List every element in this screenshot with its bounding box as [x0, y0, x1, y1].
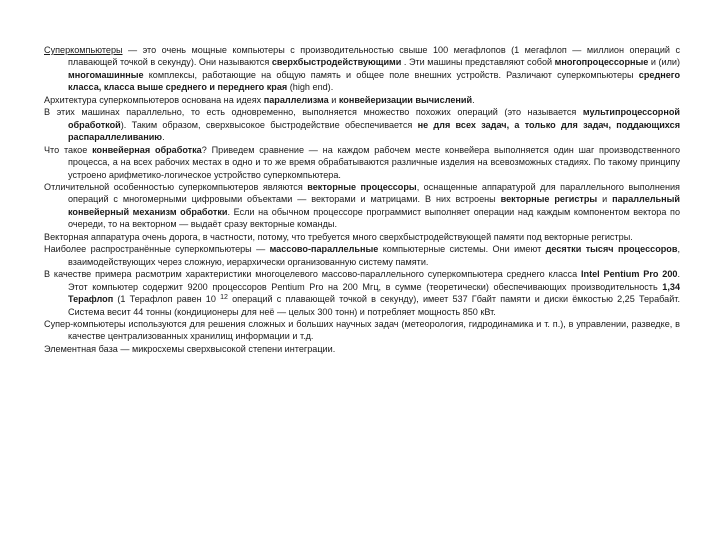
- text-run: , взаимодействующих через сложную, иерархически организованную систему памяти.: [68, 244, 680, 267]
- bold-term: среднего класса, класса выше среднего и переднего края: [68, 69, 680, 93]
- paragraph-mpp: [44, 243, 680, 268]
- text-run: (1 Терафлоп равен 10: [113, 294, 221, 305]
- paragraph-vector: [44, 181, 680, 231]
- text-run: Наиболее распространённые суперкомпьютеры —: [44, 244, 270, 255]
- bold-term: сверхбыстродействующими: [271, 57, 402, 68]
- bold-term: не для всех задач, а только для задач, поддающихся распараллеливанию: [68, 119, 680, 143]
- paragraph-intro: [44, 44, 680, 94]
- paragraph-usage: [44, 318, 680, 343]
- paragraph-architecture: [44, 94, 680, 106]
- bold-term: векторные регистры: [500, 194, 598, 205]
- text-run: комплексы, работающие на общую память и общее поле внешних устройств. Различают суперкомпьютеры: [143, 69, 639, 80]
- bold-term: мультипроцессорной обработкой: [68, 107, 680, 130]
- text-run: .: [162, 132, 165, 143]
- text-run: ? Приведем сравнение — на каждом рабочем месте конвейера выполняется один шаг производственного процесса, а на всех рабочих местах в одно и то же время обрабатываются различные изделия на всевозможных стадиях. По такому принципу устроено арифметико-логическое устройство суперкомпьютера.: [68, 144, 681, 180]
- text-run: ). Таким образом, сверхвысокое быстродействие обеспечивается: [120, 119, 418, 130]
- text-run: Отличительной особенностью суперкомпьютеров являются: [44, 181, 308, 192]
- text-run: .: [472, 94, 475, 105]
- text-run: и: [597, 194, 613, 205]
- text-run: Архитектура суперкомпьютеров основана на идеях: [44, 94, 264, 105]
- text-run: и (или): [648, 57, 680, 68]
- paragraph-cost: [44, 231, 680, 243]
- bold-term: конвейеризации вычислений: [338, 94, 473, 105]
- text-run: . Если на обычном процессоре программист выполняет операции над каждым компонентом вектора по очереди, то на векторном — выдаёт сразу векторные команды.: [68, 206, 680, 230]
- paragraph-example: [44, 268, 680, 318]
- paragraph-elements: [44, 343, 680, 355]
- underlined-term: Суперкомпьютеры: [44, 45, 123, 55]
- text-run: В качестве примера расмотрим характеристики многоцелевого массово-параллельного суперкомпьютера среднего класса: [44, 269, 582, 280]
- text-run: Элементная база — микросхемы сверхвысокой степени интеграции.: [44, 343, 336, 354]
- bold-term: векторные процессоры: [307, 181, 417, 192]
- text-run: , оснащенные аппаратурой для параллельного выполнения операций с многомерными цифровыми объектами — векторами и матрицами. В них встроены: [68, 181, 680, 205]
- paragraph-pipeline: [44, 144, 680, 181]
- text-run: компьютерные системы. Они имеют: [378, 244, 546, 255]
- paragraph-parallelism: [44, 106, 680, 143]
- bold-term: массово-параллельные: [269, 244, 379, 255]
- bold-term: многопроцессорные: [554, 57, 649, 68]
- text-run: (high end).: [287, 82, 334, 93]
- superscript: 12: [220, 294, 228, 302]
- bold-term: конвейерная обработка: [92, 144, 202, 155]
- document-body: [44, 44, 680, 355]
- bold-term: параллелизма: [263, 94, 329, 105]
- bold-term: многомашинные: [68, 69, 144, 80]
- bold-term: десятки тысяч процессоров: [545, 244, 678, 255]
- text-run: и: [328, 94, 339, 105]
- text-run: Векторная аппаратура очень дорога, в частности, потому, что требуется много сверхбыстродействующей памяти под векторные регистры.: [44, 231, 633, 242]
- bold-term: параллельный конвейерный механизм обработки: [68, 194, 680, 217]
- text-run: Что такое: [44, 144, 93, 155]
- text-run: операций с плавающей точкой в секунду), имеет 537 Гбайт памяти и диски ёмкостью 2,25 Терабайт. Система весит 44 тонны (кондиционеры для неё — целых 300 тонн) и потребляет мощность 850 кВт.: [68, 294, 680, 317]
- text-run: В этих машинах параллельно, то есть одновременно, выполняется множество похожих операций (это называется: [44, 107, 583, 118]
- text-run: . Этот компьютер содержит 9200 процессоров Pentium Pro на 200 Мгц, в сумме (теоретически) обеспечивающих производительность: [68, 269, 680, 292]
- text-run: Супер-компьютеры используются для решения сложных и больших научных задач (метеорология, гидродинамика и т. п.), в управлении, разведке, в качестве централизованных хранилищ информации и т.д.: [44, 318, 680, 342]
- text-run: — это очень мощные компьютеры с производительностью свыше 100 мегафлопов (1 мегафлоп — миллион операций с плавающей точкой в секунду). Они называются: [68, 45, 680, 68]
- text-run: . Эти машины представляют собой: [401, 57, 555, 68]
- bold-term: Intel Pentium Pro 200: [581, 269, 678, 280]
- bold-term: 1,34 Терафлоп: [68, 281, 680, 305]
